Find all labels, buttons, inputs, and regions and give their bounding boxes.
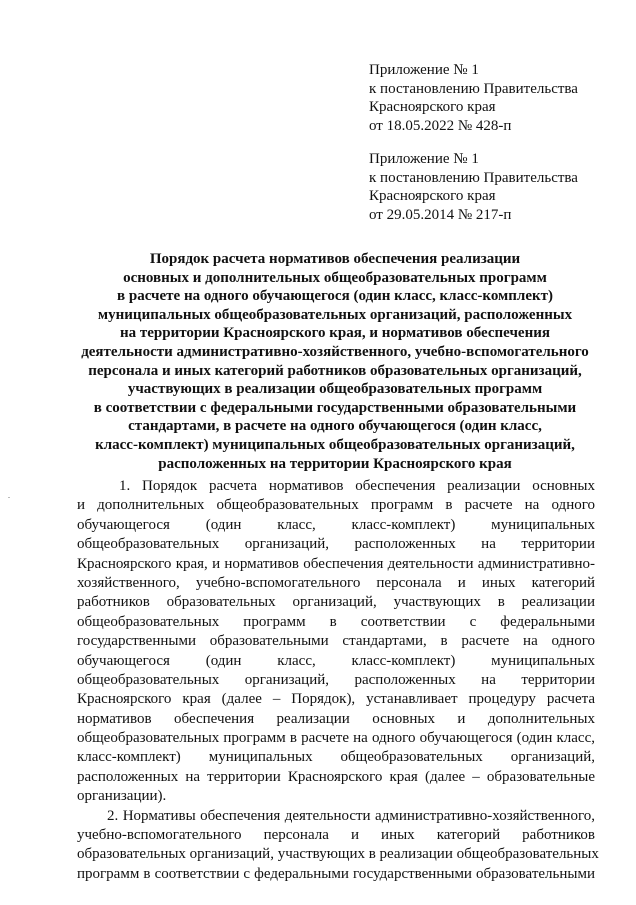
title-line: в расчете на одного обучающегося (один класс, класс-комплект) bbox=[117, 288, 553, 305]
paragraph-line: класс-комплект) муниципальных общеобразовательных организаций, bbox=[77, 749, 595, 766]
attachment-line: Красноярского края bbox=[369, 188, 496, 204]
paragraph-line: общеобразовательных организаций, расположенных на территории bbox=[77, 671, 595, 688]
title-line: расположенных на территории Красноярского края bbox=[158, 455, 512, 472]
title-line: персонала и иных категорий работников образовательных организаций, bbox=[88, 362, 582, 379]
scan-speck bbox=[8, 497, 10, 498]
paragraph-line: государственными образовательными стандартами, в расчете на одного bbox=[77, 633, 595, 650]
attachment-line: к постановлению Правительства bbox=[369, 80, 578, 97]
attachment-line: Красноярского края bbox=[369, 99, 496, 115]
attachment-line: от 18.05.2022 № 428-п bbox=[369, 117, 512, 134]
paragraph-line: учебно-вспомогательного персонала и иных категорий работников bbox=[77, 827, 595, 844]
paragraph-line: 1. Порядок расчета нормативов обеспечения реализации основных bbox=[119, 478, 595, 494]
title-line: Порядок расчета нормативов обеспечения реализации bbox=[149, 251, 521, 267]
paragraph-line: Красноярского края, и нормативов обеспечения деятельности административно- bbox=[77, 555, 595, 572]
title-line: на территории Красноярского края, и нормативов обеспечения bbox=[120, 325, 550, 342]
document-body bbox=[77, 477, 599, 884]
paragraph-line: общеобразовательных программ в соответствии с федеральными bbox=[77, 613, 595, 630]
title-line: в соответствии с федеральными государственными образовательными bbox=[93, 399, 577, 416]
paragraph-line: общеобразовательных программ в расчете на одного обучающегося (один класс, bbox=[77, 730, 595, 747]
attachment-header-current bbox=[369, 61, 578, 135]
paragraph-line: организации). bbox=[77, 788, 167, 805]
paragraph-line: нормативов обеспечения реализации основных и дополнительных bbox=[77, 710, 595, 727]
paragraph-line: хозяйственного, учебно-вспомогательного персонала и иных категорий bbox=[77, 574, 595, 591]
title-line: участвующих в реализации общеобразовательных программ bbox=[127, 381, 543, 398]
title-line: класс-комплект) муниципальных общеобразовательных организаций, bbox=[95, 436, 575, 453]
attachment-line: Приложение № 1 bbox=[369, 151, 479, 167]
document-title bbox=[80, 250, 590, 473]
paragraph-line: программ в соответствии с федеральными государственными образовательными bbox=[77, 865, 595, 882]
paragraph-line: 2. Нормативы обеспечения деятельности административно-хозяйственного, bbox=[107, 807, 595, 824]
paragraph-1 bbox=[77, 477, 595, 807]
paragraph-line: общеобразовательных организаций, расположенных на территории bbox=[77, 536, 595, 553]
paragraph-2 bbox=[77, 807, 599, 885]
attachment-line: Приложение № 1 bbox=[369, 62, 479, 78]
attachment-line: к постановлению Правительства bbox=[369, 169, 578, 186]
paragraph-line: обучающегося (один класс, класс-комплект) муниципальных bbox=[77, 652, 595, 669]
paragraph-line: обучающегося (один класс, класс-комплект) муниципальных bbox=[77, 516, 595, 533]
attachment-header-original bbox=[369, 150, 578, 224]
paragraph-line: образовательных организаций, участвующих в реализации общеобразовательных bbox=[77, 846, 599, 863]
paragraph-line: и дополнительных общеобразовательных программ в расчете на одного bbox=[77, 497, 595, 514]
paragraph-line: расположенных на территории Красноярского края (далее – образовательные bbox=[77, 768, 595, 785]
title-line: основных и дополнительных общеобразовательных программ bbox=[123, 269, 547, 286]
title-line: деятельности административно-хозяйственного, учебно-вспомогательного bbox=[81, 343, 589, 360]
attachment-line: от 29.05.2014 № 217-п bbox=[369, 206, 512, 223]
title-line: муниципальных общеобразовательных организаций, расположенных bbox=[97, 306, 573, 323]
paragraph-line: работников образовательных организаций, участвующих в реализации bbox=[77, 594, 595, 611]
title-line: стандартами, в расчете на одного обучающегося (один класс, bbox=[128, 418, 542, 435]
paragraph-line: Красноярского края (далее – Порядок), устанавливает процедуру расчета bbox=[77, 691, 595, 708]
